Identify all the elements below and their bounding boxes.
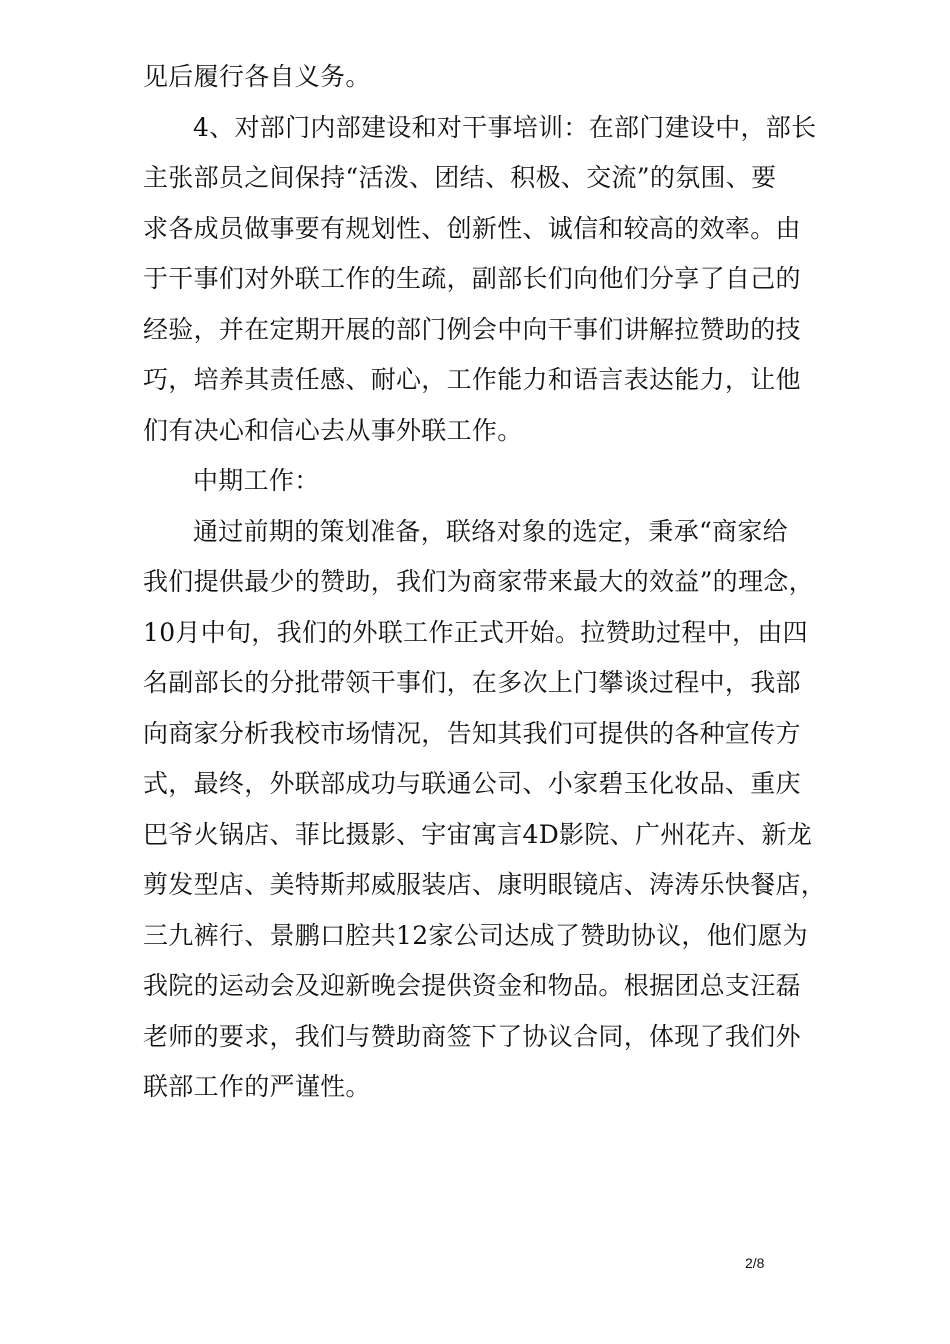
text-line: 我院的运动会及迎新晚会提供资金和物品。根据团总支汪磊: [143, 971, 801, 1000]
text-line: 10月中旬，我们的外联工作正式开始。拉赞助过程中，由四: [143, 617, 808, 647]
section-heading: 中期工作：: [193, 466, 320, 495]
text-line: 三九裤行、景鹏口腔共12家公司达成了赞助协议，他们愿为: [143, 920, 808, 950]
text-line: 4、对部门内部建设和对干事培训：在部门建设中，部长: [193, 112, 817, 142]
text-line: 巧，培养其责任感、耐心，工作能力和语言表达能力，让他: [143, 365, 801, 394]
page-number: 2/8: [745, 1255, 765, 1271]
text-line: 主张部员之间保持“活泼、团结、积极、交流”的氛围、要: [143, 163, 777, 192]
text-line: 老师的要求，我们与赞助商签下了协议合同，体现了我们外: [143, 1021, 801, 1051]
text-line: 式，最终，外联部成功与联通公司、小家碧玉化妆品、重庆: [143, 769, 801, 798]
text-line: 经验，并在定期开展的部门例会中向干事们讲解拉赞助的技: [143, 314, 801, 344]
text-line: 我们提供最少的赞助，我们为商家带来最大的效益”的理念，: [143, 567, 814, 596]
text-line: 见后履行各自义务。: [143, 62, 371, 91]
text-line: 通过前期的策划准备，联络对象的选定，秉承“商家给: [193, 516, 788, 546]
text-line: 名副部长的分批带领干事们，在多次上门攀谈过程中，我部: [143, 668, 801, 697]
text-line: 们有决心和信心去从事外联工作。: [143, 415, 523, 445]
document-body: [143, 52, 833, 1113]
text-line: 剪发型店、美特斯邦威服装店、康明眼镜店、涛涛乐快餐店，: [143, 870, 827, 899]
text-line: 向商家分析我校市场情况，告知其我们可提供的各种宣传方: [143, 718, 801, 748]
text-line: 联部工作的严谨性。: [143, 1072, 371, 1101]
text-line: 于干事们对外联工作的生疏，副部长们向他们分享了自己的: [143, 264, 801, 293]
text-line: 巴爷火锅店、菲比摄影、宇宙寓言4D影院、广州花卉、新龙: [143, 819, 813, 849]
text-line: 求各成员做事要有规划性、创新性、诚信和较高的效率。由: [143, 213, 801, 243]
